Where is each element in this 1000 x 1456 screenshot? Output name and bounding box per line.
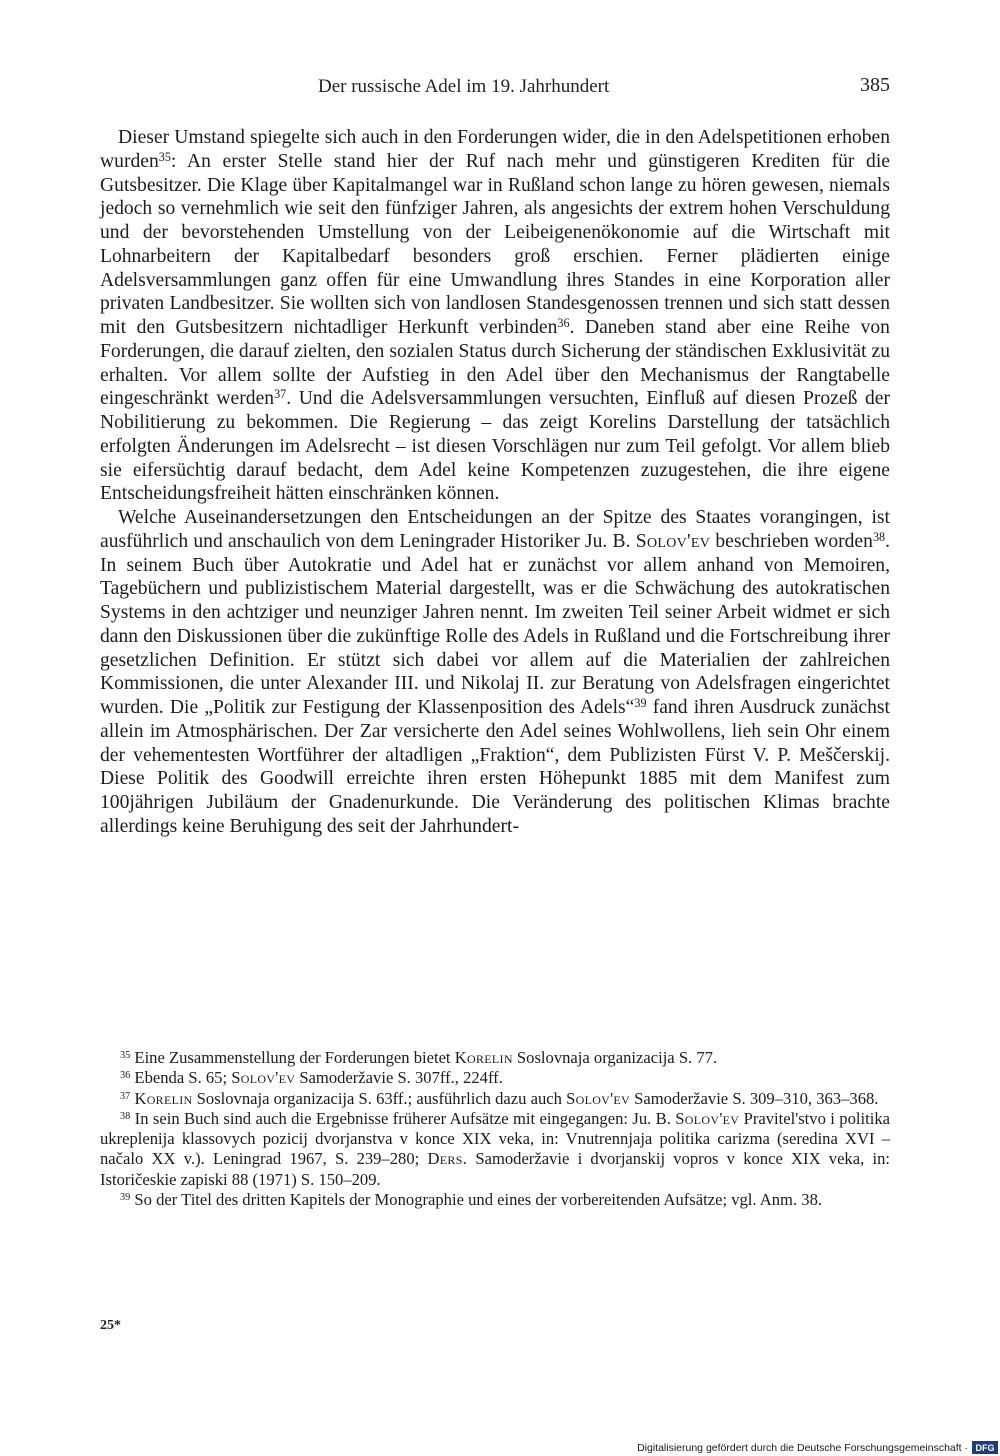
dfg-logo: DFG: [972, 1441, 998, 1454]
footnote-37: [100, 1089, 890, 1109]
author-name: Solov'ev: [566, 1088, 631, 1108]
footnote-ref: 37: [120, 1090, 131, 1102]
author-name: Solov'ev: [635, 530, 711, 552]
footnotes: [100, 1048, 890, 1210]
text-run: Welche Auseinandersetzungen den Entscheidungen an der Spitze des Staates vorangingen, ist ausführlich und anschaulich von dem Leningrader Historiker Ju. B.: [100, 507, 890, 552]
footnote-ref: 38: [120, 1110, 131, 1122]
author-name: Ders.: [427, 1149, 468, 1169]
footnote-36: [100, 1068, 890, 1088]
text-run: Samoderžavie i dvorjanskij vopros v konce XIX veka, in: Istoričeskie zapiski 88 (1971) S. 150–209.: [100, 1149, 890, 1189]
text-run: Soslovnaja organizacija S. 63ff.; ausführlich dazu auch: [192, 1088, 567, 1108]
text-run: Pravitel'stvo i politika ukreplenija klassovych pozicij dvorjanstva v konce XIX veka, in: Vnutrennjaja politika carizma (seredina XVI – načalo XX v.). Leningrad 1967, S. 239–280;: [100, 1108, 890, 1169]
text-run: . Und die Adelsversammlungen versuchten, Einfluß auf diesen Prozeß der Nobilitierung zu bekommen. Die Regierung – das zeigt Korelins Darstellung der tatsächlich erfolgten Änderungen im Adelsrecht – ist diesen Vorschlägen nur zum Teil gefolgt. Vor allem blieb sie eifersüchtig darauf bedacht, dem Adel keine Kompetenzen zuzugestehen, die ihre eigene Entscheidungsfreiheit hätten einschränken können.: [100, 388, 890, 505]
text-run: In sein Buch sind auch die Ergebnisse früherer Aufsätze mit eingegangen: Ju. B.: [130, 1108, 676, 1128]
running-head: [100, 72, 890, 102]
text-run: Ebenda S. 65;: [130, 1068, 232, 1088]
footnote-ref: 35: [158, 149, 171, 164]
text-run: : An erster Stelle stand hier der Ruf nach mehr und günstigeren Krediten für die Gutsbesitzer. Die Klage über Kapitalmangel war in Rußland schon lange zu hören gewesen, niemals jedoch so vernehmlich wie seit den fünfziger Jahren, als angesichts der extrem hohen Verschuldung und der bevorstehenden Umstellung von der Leibeigenenökonomie auf die Wirtschaft mit Lohnarbeitern der Kapitalbedarf besonders groß erschien. Ferner plädierten einige Adelsversammlungen ganz offen für eine Umwandlung ihres Standes in eine Korporation aller privaten Landbesitzer. Sie wollten sich von landlosen Standesgenossen trennen und sich statt dessen mit den Gutsbesitzern nichtadliger Herkunft verbinden: [100, 150, 890, 338]
footnote-ref: 39: [634, 695, 647, 710]
text-run: Samoderžavie S. 309–310, 363–368.: [630, 1088, 879, 1108]
footnote-38: [100, 1109, 890, 1190]
text-run: . Daneben stand aber eine Reihe von Forderungen, die darauf zielten, den sozialen Status durch Sicherung der ständischen Exklusivität zu erhalten. Vor allem sollte der Aufstieg in den Adel über den Mechanismus der Rangtabelle eingeschränkt werden: [100, 317, 890, 410]
dfg-banner: [608, 1439, 1000, 1456]
footnote-ref: 38: [872, 529, 886, 544]
running-title: Der russische Adel im 19. Jahrhundert: [318, 76, 610, 97]
text-run: Eine Zusammenstellung der Forderungen bietet: [130, 1048, 455, 1067]
author-name: Solov'ev: [231, 1068, 296, 1088]
footnote-ref: 36: [557, 315, 570, 330]
text-run: Dieser Umstand spiegelte sich auch in den Forderungen wider, die in den Adelspetitionen erhoben wurden: [100, 127, 890, 172]
text-run: So der Titel des dritten Kapitels der Monographie und eines der vorbereitenden Aufsätze; vgl. Anm. 38.: [130, 1190, 823, 1210]
text-run: fand ihren Ausdruck zunächst allein im Atmosphärischen. Der Zar versicherte den Adel seines Wohlwollens, lieh sein Ohr einem der vehementesten Wortführer der altadligen „Fraktion“, dem Publizisten Fürst V. P. Meščerskij. Diese Politik des Goodwill erreichte ihren ersten Höhepunkt 1885 mit dem Manifest zum 100jährigen Jubiläum der Gnadenurkunde. Die Veränderung des politischen Klimas brachte allerdings keine Beruhigung des seit der Jahrhundert-: [100, 697, 890, 837]
footnote-ref: 35: [120, 1049, 131, 1061]
text-run: Soslovnaja organizacija S. 77.: [512, 1048, 718, 1067]
text-run: . In seinem Buch über Autokratie und Adel hat er zunächst vor allem anhand von Memoiren, Tagebüchern und publizistischem Material dargestellt, was er die Schwächung des autokratischen Systems in den achtziger und neunziger Jahren nennt. Im zweiten Teil seiner Arbeit widmet er sich dann den Diskussionen über die zukünftige Rolle des Adels in Rußland und die Fortschreibung ihrer gesetzlichen Definition. Er stützt sich dabei vor allem auf die Materialien der zahlreichen Kommissionen, die unter Alexander III. und Nikolaj II. zur Beratung von Adelsfragen eingerichtet wurden. Die „Politik zur Festigung der Klassenposition des Adels“: [100, 530, 890, 718]
paragraph: [100, 126, 890, 506]
paragraph: [100, 506, 890, 839]
footnote-ref: 37: [274, 387, 287, 402]
footnote-35: [100, 1048, 890, 1068]
dfg-banner-text: Digitalisierung gefördert durch die Deutsche Forschungsgemeinschaft ·: [637, 1441, 968, 1454]
page-number: 385: [860, 74, 890, 96]
footnote-ref: 39: [120, 1191, 131, 1203]
author-name: Korelin: [134, 1088, 193, 1108]
author-name: Solov'ev: [675, 1108, 740, 1128]
body-text: [100, 126, 890, 839]
signature-mark: 25*: [100, 1318, 121, 1333]
text-run: Samoderžavie S. 307ff., 224ff.: [295, 1068, 503, 1088]
footnote-ref: 36: [120, 1070, 131, 1082]
footnote-39: [100, 1190, 890, 1210]
author-name: Korelin: [454, 1048, 513, 1067]
text-run: beschrieben worden: [710, 530, 873, 552]
